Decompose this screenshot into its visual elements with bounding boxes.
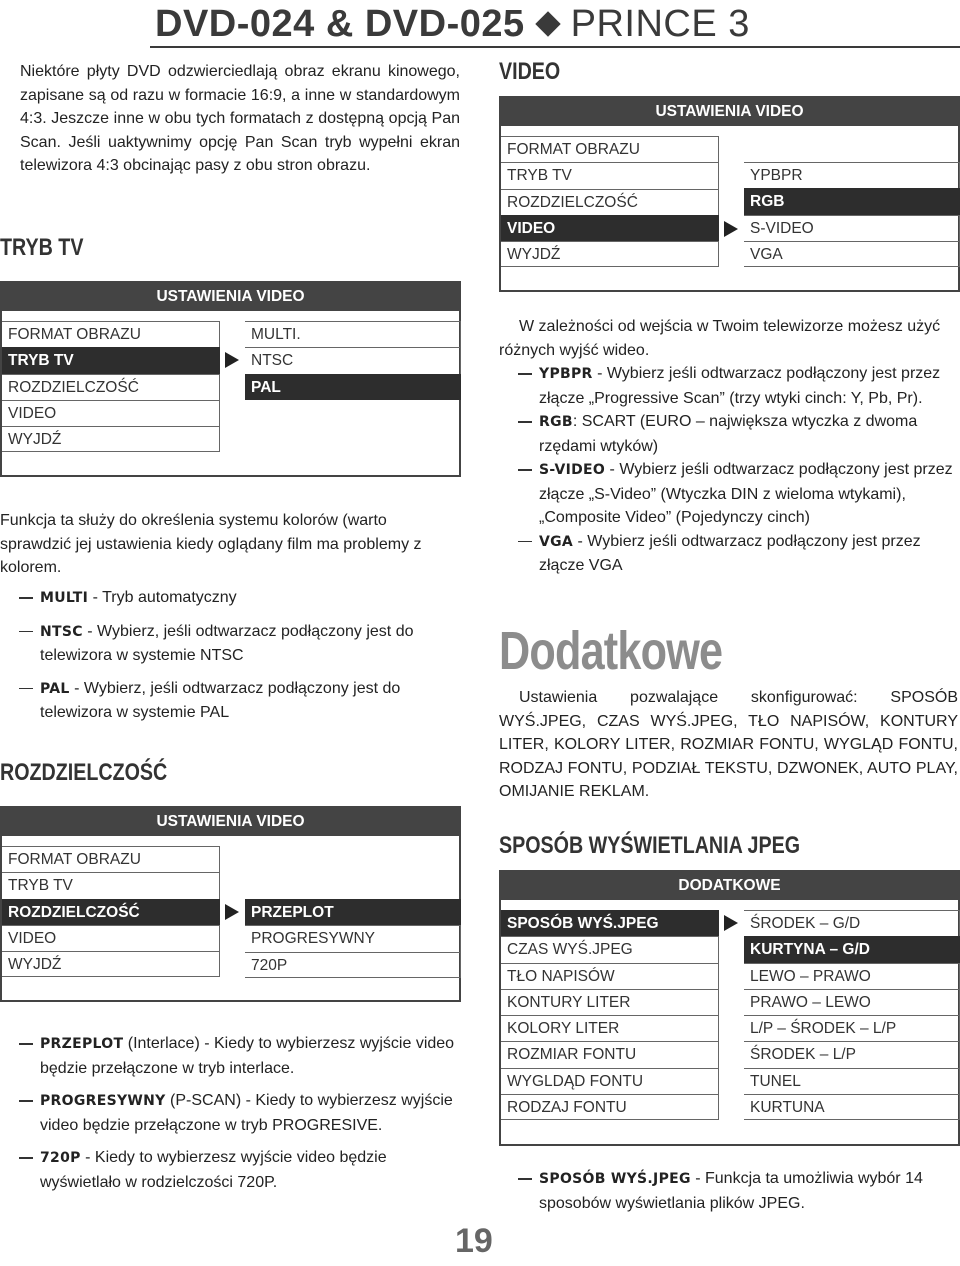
bullet-keyword: S-VIDEO	[539, 462, 606, 478]
rozdzielczosc-heading: ROZDZIELCZOŚĆ	[0, 759, 168, 786]
menu-item-sposob-wys-jpeg[interactable]: SPOSÓB WYŚ.JPEG	[501, 910, 719, 936]
menu-sub-list	[744, 162, 960, 267]
menu-title: USTAWIENIA VIDEO	[2, 808, 459, 836]
menu-item-wyjdz[interactable]: WYJDŹ	[2, 426, 220, 452]
menu-item-rodzaj-fontu[interactable]: RODZAJ FONTU	[501, 1094, 719, 1120]
menu-main-list	[2, 846, 220, 977]
arrow-right-icon	[724, 221, 738, 237]
menu-item-wyjdz[interactable]: WYJDŹ	[2, 951, 220, 977]
list-item	[519, 1167, 957, 1215]
menu-main-list	[501, 910, 719, 1120]
sub-item-progresywny[interactable]: PROGRESYWNY	[245, 925, 461, 951]
bullet-keyword: MULTI	[40, 590, 89, 606]
bullet-keyword: NTSC	[40, 623, 83, 640]
jpeg-menu	[499, 870, 960, 1146]
list-item	[20, 586, 460, 611]
sub-item-srodek-gd[interactable]: ŚRODEK – G/D	[744, 910, 960, 936]
tryb-tv-bullets	[20, 586, 460, 734]
menu-item-format-obrazu[interactable]: FORMAT OBRAZU	[2, 846, 220, 872]
menu-sub-list	[245, 321, 461, 400]
menu-item-rozdzielczosc[interactable]: ROZDZIELCZOŚĆ	[2, 899, 220, 925]
bullet-keyword: PRZEPLOT	[40, 1036, 124, 1052]
arrow-right-icon	[225, 904, 239, 920]
rozdzielczosc-bullets	[20, 1032, 460, 1203]
sub-item-prawo-lewo[interactable]: PRAWO – LEWO	[744, 989, 960, 1015]
list-item	[519, 362, 957, 410]
menu-item-kontury-liter[interactable]: KONTURY LITER	[501, 989, 719, 1015]
menu-title: DODATKOWE	[501, 872, 958, 900]
sub-item-ypbpr[interactable]: YPBPR	[744, 162, 960, 188]
jpeg-bullets	[519, 1167, 957, 1224]
sub-item-vga[interactable]: VGA	[744, 241, 960, 267]
bullet-text: - Wybierz jeśli odtwarzacz podłączony jest przez złącze „Progressive Scan” (trzy wtyki cinch: Y, Pb, Pr).	[539, 365, 941, 407]
tryb-tv-description: Funkcja ta służy do określenia systemu kolorów (warto sprawdzić jej ustawienia kiedy oglądany film ma problemy z kolorem.	[0, 512, 422, 576]
menu-item-czas-wys-jpeg[interactable]: CZAS WYŚ.JPEG	[501, 936, 719, 962]
list-item	[519, 530, 957, 578]
list-item	[20, 1089, 460, 1137]
bullet-keyword: PAL	[40, 680, 70, 697]
menu-item-rozdzielczosc[interactable]: ROZDZIELCZOŚĆ	[501, 189, 719, 215]
rozdzielczosc-menu	[0, 806, 461, 1002]
sub-item-rgb[interactable]: RGB	[744, 188, 960, 214]
menu-title: USTAWIENIA VIDEO	[2, 283, 459, 311]
menu-item-video[interactable]: VIDEO	[501, 215, 719, 241]
menu-item-format-obrazu[interactable]: FORMAT OBRAZU	[2, 321, 220, 347]
menu-sub-list	[744, 910, 960, 1120]
sub-item-lewo-prawo[interactable]: LEWO – PRAWO	[744, 963, 960, 989]
sub-item-pal[interactable]: PAL	[245, 374, 461, 400]
menu-main-list	[501, 136, 719, 267]
tryb-tv-menu	[0, 281, 461, 477]
bullet-text: - Wybierz jeśli odtwarzacz podłączony jest przez złącze VGA	[539, 532, 921, 574]
bullet-text: - Kiedy to wybierzesz wyjście video będzie wyświetlało w rodzielczości 720P.	[40, 1149, 387, 1191]
bullet-text: - Wybierz jeśli odtwarzacz podłączony jest przez złącze „S-Video” (Wtyczka DIN z wieloma wtykami), „Composite Video” (Pojedynczy cinch)	[539, 461, 953, 526]
menu-item-tryb-tv[interactable]: TRYB TV	[501, 162, 719, 188]
menu-item-wyjdz[interactable]: WYJDŹ	[501, 241, 719, 267]
menu-item-wyglad-fontu[interactable]: WYGLDĄD FONTU	[501, 1068, 719, 1094]
bullet-keyword: VGA	[539, 533, 574, 550]
title-model: DVD-024 & DVD-025	[155, 3, 525, 45]
menu-item-tryb-tv[interactable]: TRYB TV	[2, 347, 220, 373]
sub-item-720p[interactable]: 720P	[245, 952, 461, 978]
menu-item-tryb-tv[interactable]: TRYB TV	[2, 872, 220, 898]
list-item	[519, 410, 957, 458]
bullet-text: - Funkcja ta umożliwia wybór 14 sposobów wyświetlania plików JPEG.	[539, 1170, 923, 1212]
bullet-text: (P-SCAN) - Kiedy to wybierzesz wyjście video będzie przełączone w tryb PROGRESIVE.	[40, 1092, 453, 1134]
menu-item-video[interactable]: VIDEO	[2, 400, 220, 426]
menu-item-rozdzielczosc[interactable]: ROZDZIELCZOŚĆ	[2, 374, 220, 400]
title-series: PRINCE 3	[570, 3, 750, 45]
page-number: 19	[455, 1222, 493, 1260]
dodatkowe-heading: Dodatkowe	[499, 621, 723, 681]
list-item	[20, 620, 460, 668]
arrow-right-icon	[724, 915, 738, 931]
page-header	[0, 0, 960, 47]
bullet-text: (Interlace) - Kiedy to wybierzesz wyjście video będzie przełączone w tryb interlace.	[40, 1035, 455, 1077]
bullet-keyword: 720P	[40, 1150, 81, 1166]
list-item	[20, 1146, 460, 1194]
video-menu	[499, 96, 960, 292]
video-bullets	[519, 362, 957, 578]
tryb-tv-heading: TRYB TV	[0, 234, 84, 261]
menu-item-tlo-napisow[interactable]: TŁO NAPISÓW	[501, 963, 719, 989]
bullet-text: - Wybierz, jeśli odtwarzacz podłączony jest do telewizora w systemie NTSC	[40, 622, 414, 664]
menu-item-rozmiar-fontu[interactable]: ROZMIAR FONTU	[501, 1041, 719, 1067]
bullet-text: - Tryb automatyczny	[88, 589, 237, 606]
video-description: W zależności od wejścia w Twoim telewizorze możesz użyć różnych wyjść wideo.	[499, 318, 941, 359]
page-title	[155, 2, 750, 46]
arrow-right-icon	[225, 352, 239, 368]
bullet-text: - Wybierz, jeśli odtwarzacz podłączony jest do telewizora w systemie PAL	[40, 679, 401, 721]
sub-item-multi[interactable]: MULTI.	[245, 321, 461, 347]
list-item	[20, 1032, 460, 1080]
sub-item-przeplot[interactable]: PRZEPLOT	[245, 899, 461, 925]
menu-sub-list	[245, 899, 461, 978]
menu-main-list	[2, 321, 220, 452]
intro-paragraph: Niektóre płyty DVD odzwierciedlają obraz ekranu kinowego, zapisane są od razu w formacie 16:9, a inne w standardowym 4:3. Jeszcze inne w obu tych formatach z dostępną opcją Pan Scan. Jeśli uaktywnimy opcję Pan Scan tryb wypełni ekran telewizora 4:3 obcinając pasy z obu stron obrazu.	[20, 63, 460, 174]
list-item	[519, 458, 957, 530]
diamond-icon	[535, 11, 560, 36]
menu-title: USTAWIENIA VIDEO	[501, 98, 958, 126]
sub-item-kurtuna[interactable]: KURTUNA	[744, 1094, 960, 1120]
bullet-keyword: PROGRESYWNY	[40, 1093, 166, 1109]
bullet-keyword: RGB	[539, 414, 573, 430]
video-heading: VIDEO	[499, 58, 561, 85]
jpeg-heading: SPOSÓB WYŚWIETLANIA JPEG	[499, 832, 801, 859]
bullet-keyword: YPBPR	[539, 366, 593, 382]
sub-item-tunel[interactable]: TUNEL	[744, 1068, 960, 1094]
menu-item-format-obrazu[interactable]: FORMAT OBRAZU	[501, 136, 719, 162]
menu-item-video[interactable]: VIDEO	[2, 925, 220, 951]
dodatkowe-description: Ustawienia pozwalające skonfigurować: SPOSÓB WYŚ.JPEG, CZAS WYŚ.JPEG, TŁO NAPISÓW, KONTURY LITER, KOLORY LITER, ROZMIAR FONTU, WYGLĄD FONTU, RODZAJ FONTU, PODZIAŁ TEKSTU, DZWONEK, AUTO PLAY, OMIJANIE REKLAM.	[499, 689, 958, 800]
sub-item-kurtyna-gd[interactable]: KURTYNA – G/D	[744, 936, 960, 962]
bullet-keyword: SPOSÓB WYŚ.JPEG	[539, 1171, 691, 1187]
sub-item-s-video[interactable]: S-VIDEO	[744, 215, 960, 241]
list-item	[20, 677, 460, 725]
sub-item-lp-srodek-lp[interactable]: L/P – ŚRODEK – L/P	[744, 1015, 960, 1041]
bullet-text: : SCART (EURO – największa wtyczka z dwoma rzędami wtyków)	[539, 413, 918, 455]
menu-item-kolory-liter[interactable]: KOLORY LITER	[501, 1015, 719, 1041]
sub-item-srodek-lp[interactable]: ŚRODEK – L/P	[744, 1041, 960, 1067]
sub-item-ntsc[interactable]: NTSC	[245, 347, 461, 373]
header-rule	[150, 46, 960, 48]
